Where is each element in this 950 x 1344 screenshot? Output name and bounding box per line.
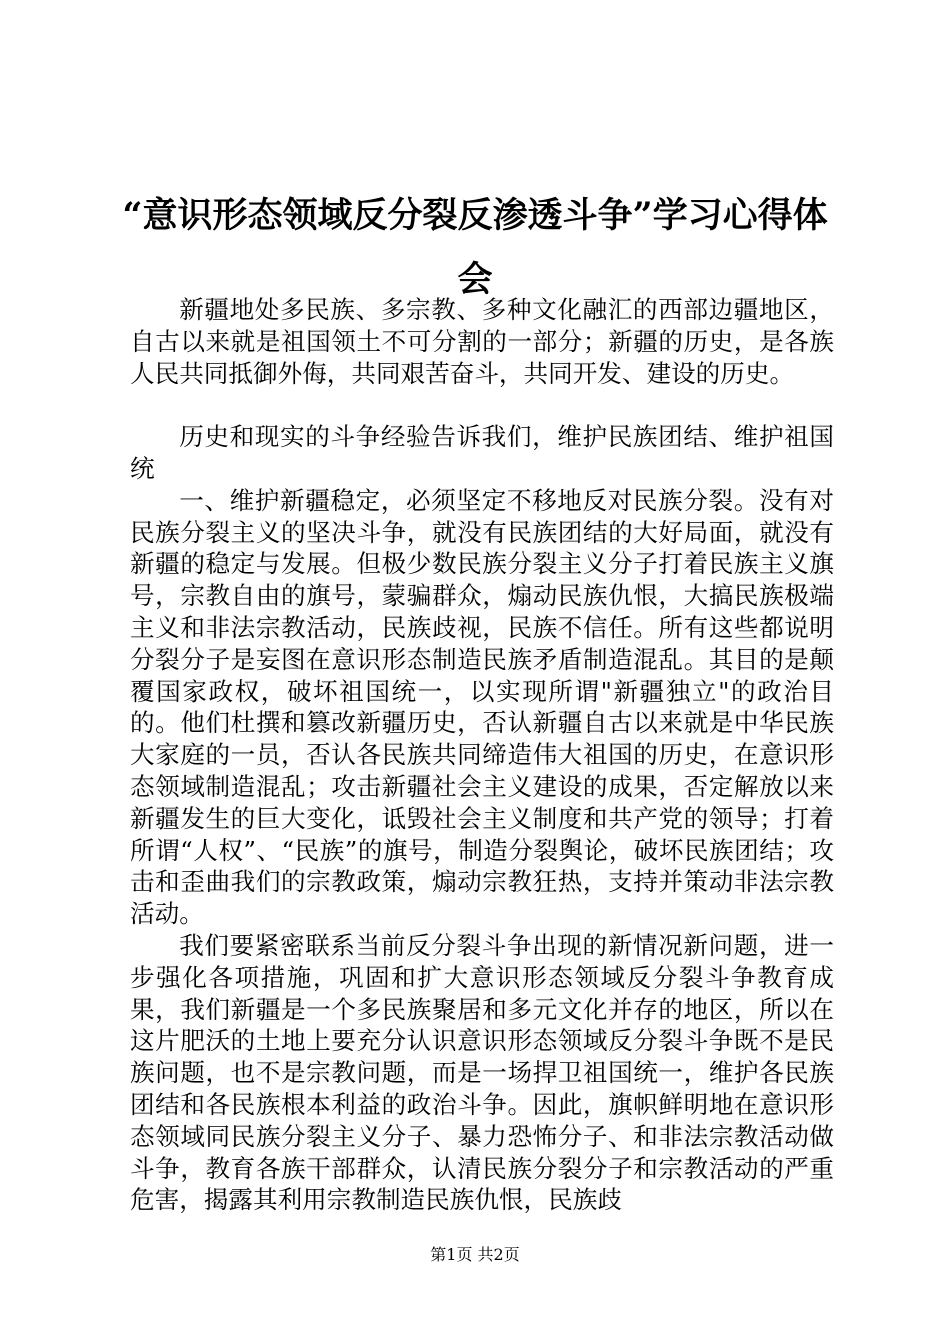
document-body xyxy=(130,294,834,1216)
page-footer: 第1页 共2页 xyxy=(430,1245,520,1264)
document-title: “意识形态领域反分裂反渗透斗争”学习心得体会 xyxy=(122,195,828,300)
paragraph-1: 新疆地处多民族、多宗教、多种文化融汇的西部边疆地区，自古以来就是祖国领土不可分割的一部分；新疆的历史，是各族人民共同抵御外侮，共同艰苦奋斗，共同开发、建设的历史。 xyxy=(130,295,834,388)
paragraph-3: 一、维护新疆稳定，必须坚定不移地反对民族分裂。没有对民族分裂主义的坚决斗争，就没有民族团结的大好局面，就没有新疆的稳定与发展。但极少数民族分裂主义分子打着民族主义旗号，宗教自由的旗号，蒙骗群众，煽动民族仇恨，大搞民族极端主义和非法宗教活动，民族歧视，民族不信任。所有这些都说明分裂分子是妄图在意识形态制造民族矛盾制造混乱。其目的是颠覆国家政权，破坏祖国统一，以实现所谓"新疆独立"的政治目的。他们杜撰和篡改新疆历史，否认新疆自古以来就是中华民族大家庭的一员，否认各民族共同缔造伟大祖国的历史，在意识形态领域制造混乱；攻击新疆社会主义建设的成果，否定解放以来新疆发生的巨大变化，诋毁社会主义制度和共产党的领导；打着所谓“人权”、“民族”的旗号，制造分裂舆论，破坏民族团结；攻击和歪曲我们的宗教政策，煽动宗教狂热，支持并策动非法宗教活动。 xyxy=(130,485,834,929)
paragraph-2: 历史和现实的斗争经验告诉我们，维护民族团结、维护祖国统 xyxy=(130,422,834,483)
paragraph-4: 我们要紧密联系当前反分裂斗争出现的新情况新问题，进一步强化各项措施，巩固和扩大意识形态领域反分裂斗争教育成果，我们新疆是一个多民族聚居和多元文化并存的地区，所以在这片肥沃的土地上要充分认识意识形态领域反分裂斗争既不是民族问题，也不是宗教问题，而是一场捍卫祖国统一，维护各民族团结和各民族根本利益的政治斗争。因此，旗帜鲜明地在意识形态领域同民族分裂主义分子、暴力恐怖分子、和非法宗教活动做斗争，教育各族干部群众，认清民族分裂分子和宗教活动的严重危害，揭露其利用宗教制造民族仇恨，民族歧 xyxy=(130,930,834,1215)
